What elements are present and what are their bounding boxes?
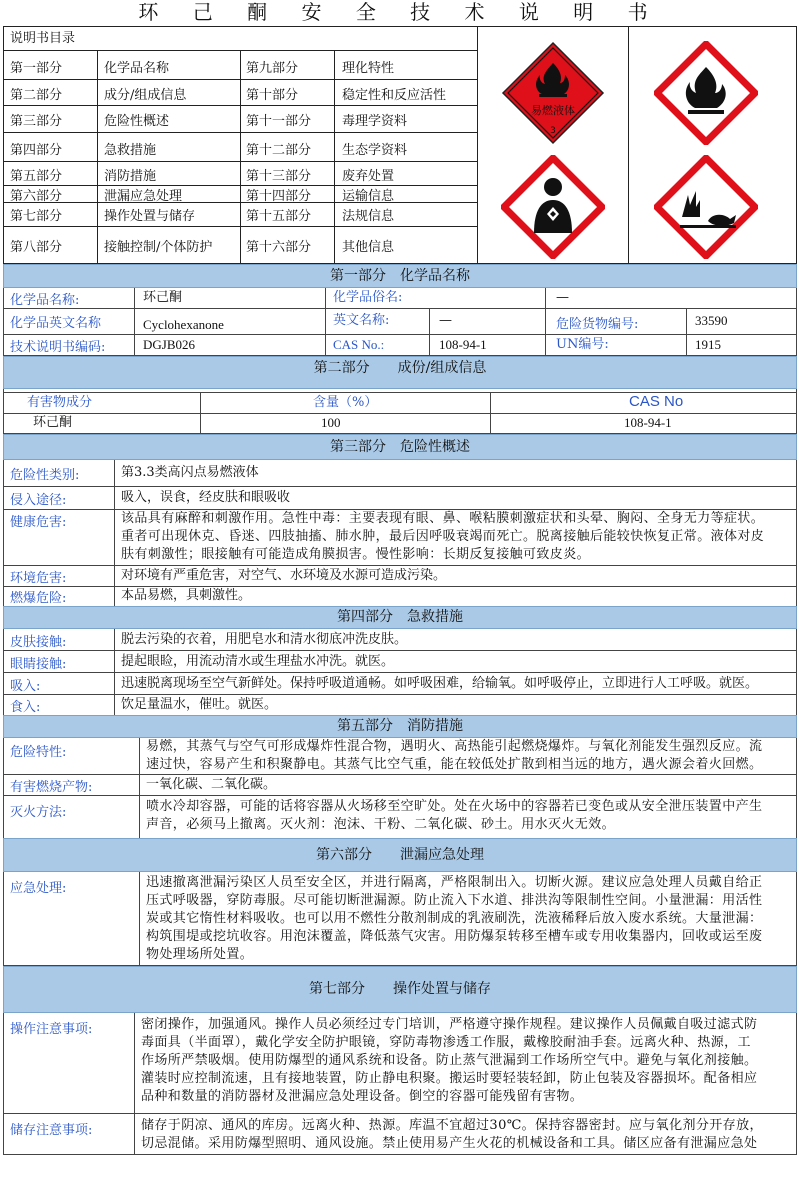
health-hazard-label: 健康危害: — [10, 515, 67, 530]
cas-value: 108-94-1 — [439, 337, 487, 352]
explosion-hazard-value: 本品易燃，具刺激性。 — [121, 588, 252, 603]
composition-substance: 环己酮 — [33, 415, 73, 430]
inhalation-value: 迅速脱离现场至空气新鲜处。保持呼吸道通畅。如呼吸困难，给输氧。如呼吸停止，立即进行人工呼吸。就医。 — [121, 676, 759, 691]
health-hazard-text: 该品具有麻醉和刺激作用。急性中毒：主要表现有眼、鼻、喉粘膜刺激症状和头晕、胸闷、全身无力等症状。 重者可出现休克、昏迷、四肢抽搐、肺水肿，最后因呼吸衰竭而死亡。脱离接触后能较快恢复正常。液体对皮 肤有刺激性；眼接触有可能造成角膜损害。慢性影响：长期反复接触可致皮炎。 — [121, 511, 765, 562]
chem-name-label: 化学品名称: — [10, 293, 80, 308]
chem-alias-value: — — [556, 290, 569, 305]
hazard-class-label: 危险性类别: — [10, 468, 80, 483]
toc-heading: 说明书目录 — [4, 27, 477, 51]
dg-number-value: 33590 — [695, 313, 728, 328]
dg-number-label: 危险货物编号: — [556, 317, 639, 332]
english-name-label: 化学品英文名称 — [10, 316, 102, 331]
part7-heading: 第七部分 操作处置与储存 — [3, 966, 797, 1013]
part2-heading: 第二部分 成份/组成信息 — [3, 356, 797, 389]
toc-row: 第六部分 泄漏应急处理 第十四部分 运输信息 — [4, 186, 478, 203]
env-hazard-value: 对环境有严重危害，对空气、水环境及水源可造成污染。 — [121, 568, 447, 583]
composition-col-cas: CAS No — [629, 393, 684, 410]
flammable-label-text: 易燃液体 — [531, 104, 575, 117]
toc-row: 第二部分 成分/组成信息 第十部分 稳定性和反应活性 — [4, 80, 478, 106]
flammable-liquid-label-icon — [501, 41, 605, 145]
page-title: 环 己 酮 安 全 技 术 说 明 书 — [138, 0, 662, 24]
composition-col-substance: 有害物成分 — [27, 395, 93, 410]
toc-row: 第四部分 急救措施 第十二部分 生态学资料 — [4, 133, 478, 162]
toc-row: 第七部分 操作处置与储存 第十五部分 法规信息 — [4, 203, 478, 227]
part1-heading: 第一部分 化学品名称 — [3, 264, 797, 288]
env-hazard-label: 环境危害: — [10, 571, 67, 586]
eye-contact-label: 眼睛接触: — [10, 657, 67, 672]
ingestion-value: 饮足量温水，催吐。就医。 — [121, 697, 278, 712]
extinguish-method-text: 喷水冷却容器，可能的话将容器从火场移至空旷处。处在火场中的容器若已变色或从安全泄压装置中产生 声音，必须马上撤离。灭火剂：泡沫、干粉、二氧化碳、砂土。用水灭火无效。 — [146, 799, 763, 832]
handling-text: 密闭操作，加强通风。操作人员必须经过专门培训，严格遵守操作规程。建议操作人员佩戴自吸过滤式防 毒面具（半面罩），戴化学安全防护眼镜，穿防毒物渗透工作服，戴橡胶耐油手套。远离火种、热源，工 作场所严禁吸烟。使用防爆型的通风系统和设备。防止蒸气泄漏到工作场所空气中。避免与氧化剂接触。 灌装时应控制流速，且有接地装置，防止静电积聚。搬运时要轻装轻卸，防止包装及容器损坏。配备相应 品种和数量的消防器材及泄漏应急处理设备。倒空的容器可能残留有害物。 — [141, 1017, 758, 1104]
skin-contact-value: 脱去污染的衣着，用肥皂水和清水彻底冲洗皮肤。 — [121, 632, 408, 647]
skin-contact-label: 皮肤接触: — [10, 635, 67, 650]
msds-page — [3, 0, 797, 1198]
toc-row: 第三部分 危险性概述 第十一部分 毒理学资料 — [4, 106, 478, 133]
toc-row: 第五部分 消防措施 第十三部分 废弃处置 — [4, 162, 478, 186]
toc-row: 第八部分 接触控制/个体防护 第十六部分 其他信息 — [10, 240, 395, 255]
chem-alias-label: 化学品俗名: — [333, 290, 403, 305]
spill-response-text: 迅速撤离泄漏污染区人员至安全区，并进行隔离，严格限制出入。切断火源。建议应急处理人员戴自给正 压式呼吸器，穿防毒服。尽可能切断泄漏源。防止流入下水道、排洪沟等限制性空间。小量泄漏：用活性 炭或其它惰性材料吸收。也可以用不燃性分散剂制成的乳液刷洗，洗液稀释后放入废水系统。大量泄漏： 构筑围堤或挖坑收容。用泡沫覆盖，降低蒸气灾害。用防爆泵转移至槽车或专用收集器内，回收或运至废 物处理场所处置。 — [146, 875, 763, 962]
extinguish-method-label: 灭火方法: — [10, 805, 67, 820]
entry-route-value: 吸入，误食，经皮肤和眼吸收 — [121, 490, 291, 505]
hazard-pictograms — [477, 26, 797, 264]
inhalation-label: 吸入: — [10, 679, 41, 694]
eye-contact-value: 提起眼睑，用流动清水或生理盐水冲洗。就医。 — [121, 654, 395, 669]
fire-hazard-text: 易燃，其蒸气与空气可形成爆炸性混合物，遇明火、高热能引起燃烧爆炸。与氧化剂能发生强烈反应。流 速过快，容易产生和积聚静电。其蒸气比空气重，能在较低处扩散到相当远的地方，遇火源会着火回燃。 — [146, 739, 763, 772]
composition-content: 100 — [321, 415, 341, 430]
composition-col-content: 含量（%） — [313, 395, 378, 410]
combustion-products-label: 有害燃烧产物: — [10, 780, 93, 795]
flame-icon — [654, 41, 758, 145]
part3-heading: 第三部分 危险性概述 — [3, 434, 797, 460]
part4-heading: 第四部分 急救措施 — [3, 606, 797, 629]
spill-response-label: 应急处理: — [10, 881, 67, 896]
fire-hazard-label: 危险特性: — [10, 745, 67, 760]
health-hazard-icon — [501, 155, 605, 259]
ingestion-label: 食入: — [10, 700, 41, 715]
doc-code-value: DGJB026 — [143, 337, 196, 352]
entry-route-label: 侵入途径: — [10, 493, 67, 508]
doc-code-label: 技术说明书编码: — [10, 340, 106, 355]
environment-hazard-icon — [654, 155, 758, 259]
english-name-value: Cyclohexanone — [143, 317, 224, 332]
flammable-label-number: 3 — [550, 126, 556, 136]
storage-label: 储存注意事项: — [10, 1123, 93, 1138]
explosion-hazard-label: 燃爆危险: — [10, 591, 67, 606]
part6-heading: 第六部分 泄漏应急处理 — [3, 838, 797, 872]
english-alias-label: 英文名称: — [333, 313, 390, 328]
storage-text: 储存于阴凉、通风的库房。远离火种、热源。库温不宜超过30℃。保持容器密封。应与氧化剂分开存放， 切忌混储。采用防爆型照明、通风设施。禁止使用易产生火花的机械设备和工具。储区应备有泄漏应急处 — [141, 1118, 763, 1151]
cas-label: CAS No.: — [333, 337, 385, 352]
un-number-value: 1915 — [695, 337, 721, 352]
chem-name-value: 环己酮 — [143, 290, 183, 305]
toc-row: 第一部分 化学品名称 第九部分 理化特性 — [4, 51, 478, 80]
handling-label: 操作注意事项: — [10, 1022, 93, 1037]
combustion-products-value: 一氧化碳、二氧化碳。 — [146, 777, 277, 792]
hazard-class-value: 第3.3类高闪点易燃液体 — [121, 465, 259, 480]
english-alias-value: — — [439, 313, 452, 328]
toc-table — [3, 26, 477, 264]
un-number-label: UN编号: — [556, 337, 609, 352]
part5-heading: 第五部分 消防措施 — [3, 715, 797, 738]
composition-cas: 108-94-1 — [624, 415, 672, 430]
